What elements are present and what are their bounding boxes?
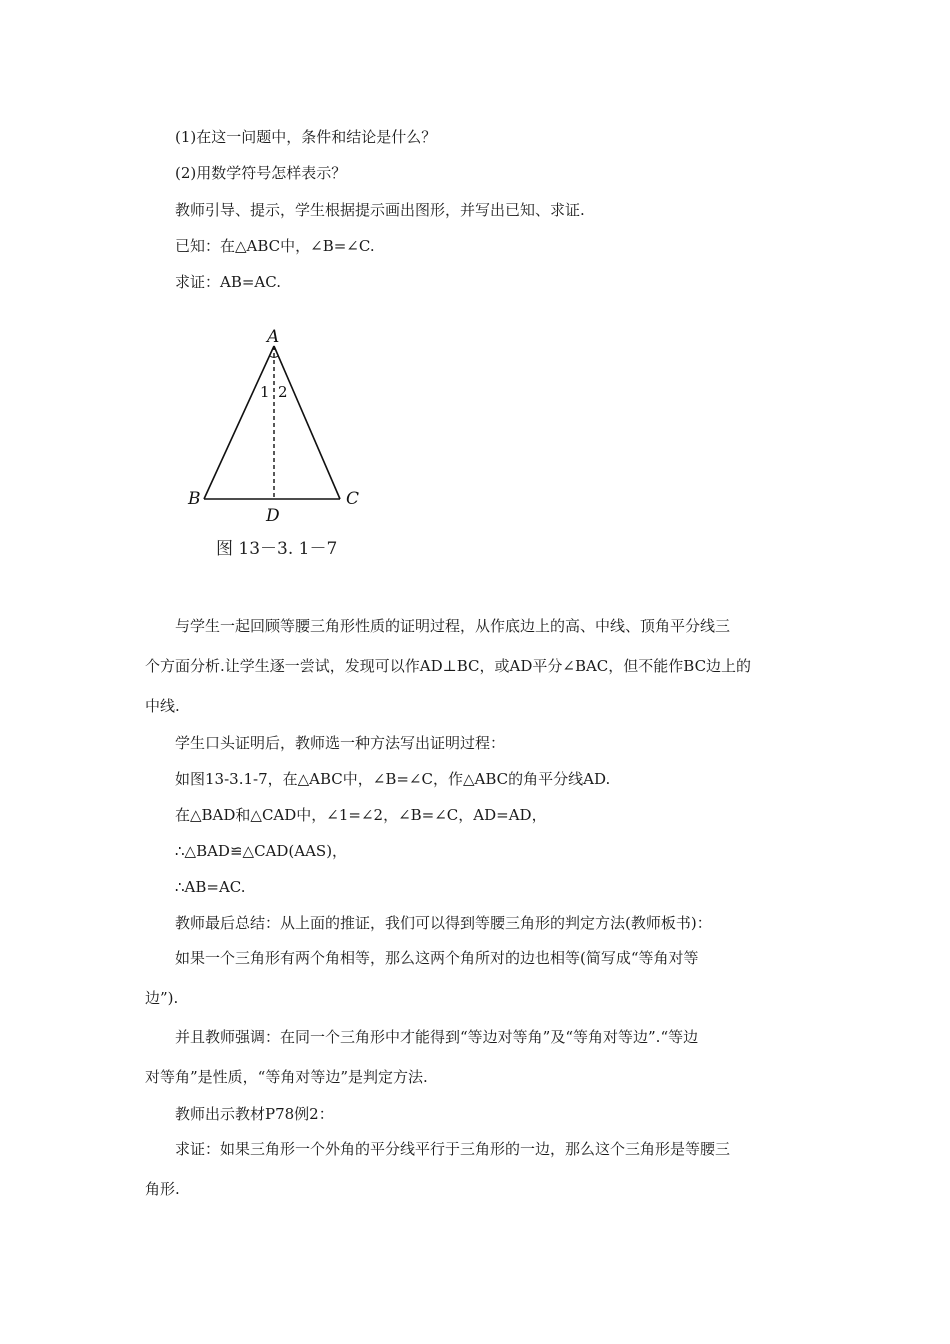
paragraph-9-line-1: 并且教师强调：在同一个三角形中才能得到“等边对等角”及“等角对等边”.“等边 bbox=[175, 1028, 699, 1046]
side-ab bbox=[204, 346, 274, 499]
paragraph-2: 学生口头证明后，教师选一种方法写出证明过程： bbox=[175, 734, 506, 752]
paragraph-10: 教师出示教材P78例2： bbox=[175, 1105, 334, 1123]
paragraph-5: ∴△BAD≌△CAD(AAS)， bbox=[175, 842, 348, 860]
paragraph-1-line-3: 中线. bbox=[145, 697, 180, 715]
label-a: A bbox=[267, 327, 280, 347]
paragraph-1-line-2: 个方面分析.让学生逐一尝试，发现可以作AD⊥BC，或AD平分∠BAC，但不能作BC边上的 bbox=[145, 657, 752, 675]
question-1: (1)在这一问题中，条件和结论是什么？ bbox=[175, 128, 437, 146]
label-d: D bbox=[266, 506, 280, 526]
label-b: B bbox=[188, 489, 201, 509]
triangle-figure bbox=[180, 318, 380, 568]
label-c: C bbox=[346, 489, 360, 509]
paragraph-1-line-1: 与学生一起回顾等腰三角形性质的证明过程，从作底边上的高、中线、顶角平分线三 bbox=[175, 617, 731, 635]
paragraph-8-line-1: 如果一个三角形有两个角相等，那么这两个角所对的边也相等(简写成“等角对等 bbox=[175, 949, 699, 967]
paragraph-9-line-2: 对等角”是性质，“等角对等边”是判定方法. bbox=[145, 1068, 428, 1086]
paragraph-11-line-1: 求证：如果三角形一个外角的平分线平行于三角形的一边，那么这个三角形是等腰三 bbox=[175, 1140, 731, 1158]
paragraph-7: 教师最后总结：从上面的推证，我们可以得到等腰三角形的判定方法(教师板书)： bbox=[175, 914, 712, 932]
side-ac bbox=[274, 346, 340, 499]
angle-1-label: 1 bbox=[260, 383, 270, 401]
question-2: (2)用数学符号怎样表示？ bbox=[175, 164, 347, 182]
triangle-diagram bbox=[180, 318, 380, 538]
prove-statement: 求证：AB=AC. bbox=[175, 273, 281, 291]
paragraph-3: 如图13-3.1-7，在△ABC中，∠B=∠C，作△ABC的角平分线AD. bbox=[175, 770, 611, 788]
given-statement: 已知：在△ABC中，∠B=∠C. bbox=[175, 237, 375, 255]
paragraph-8-line-2: 边”). bbox=[145, 989, 179, 1007]
teacher-guide: 教师引导、提示，学生根据提示画出图形，并写出已知、求证. bbox=[175, 201, 585, 219]
angle-2-label: 2 bbox=[278, 383, 288, 401]
paragraph-6: ∴AB=AC. bbox=[175, 878, 246, 896]
paragraph-11-line-2: 角形. bbox=[145, 1180, 180, 1198]
figure-caption: 图 13－3. 1－7 bbox=[216, 539, 338, 559]
paragraph-4: 在△BAD和△CAD中，∠1=∠2，∠B=∠C，AD=AD， bbox=[175, 806, 547, 824]
